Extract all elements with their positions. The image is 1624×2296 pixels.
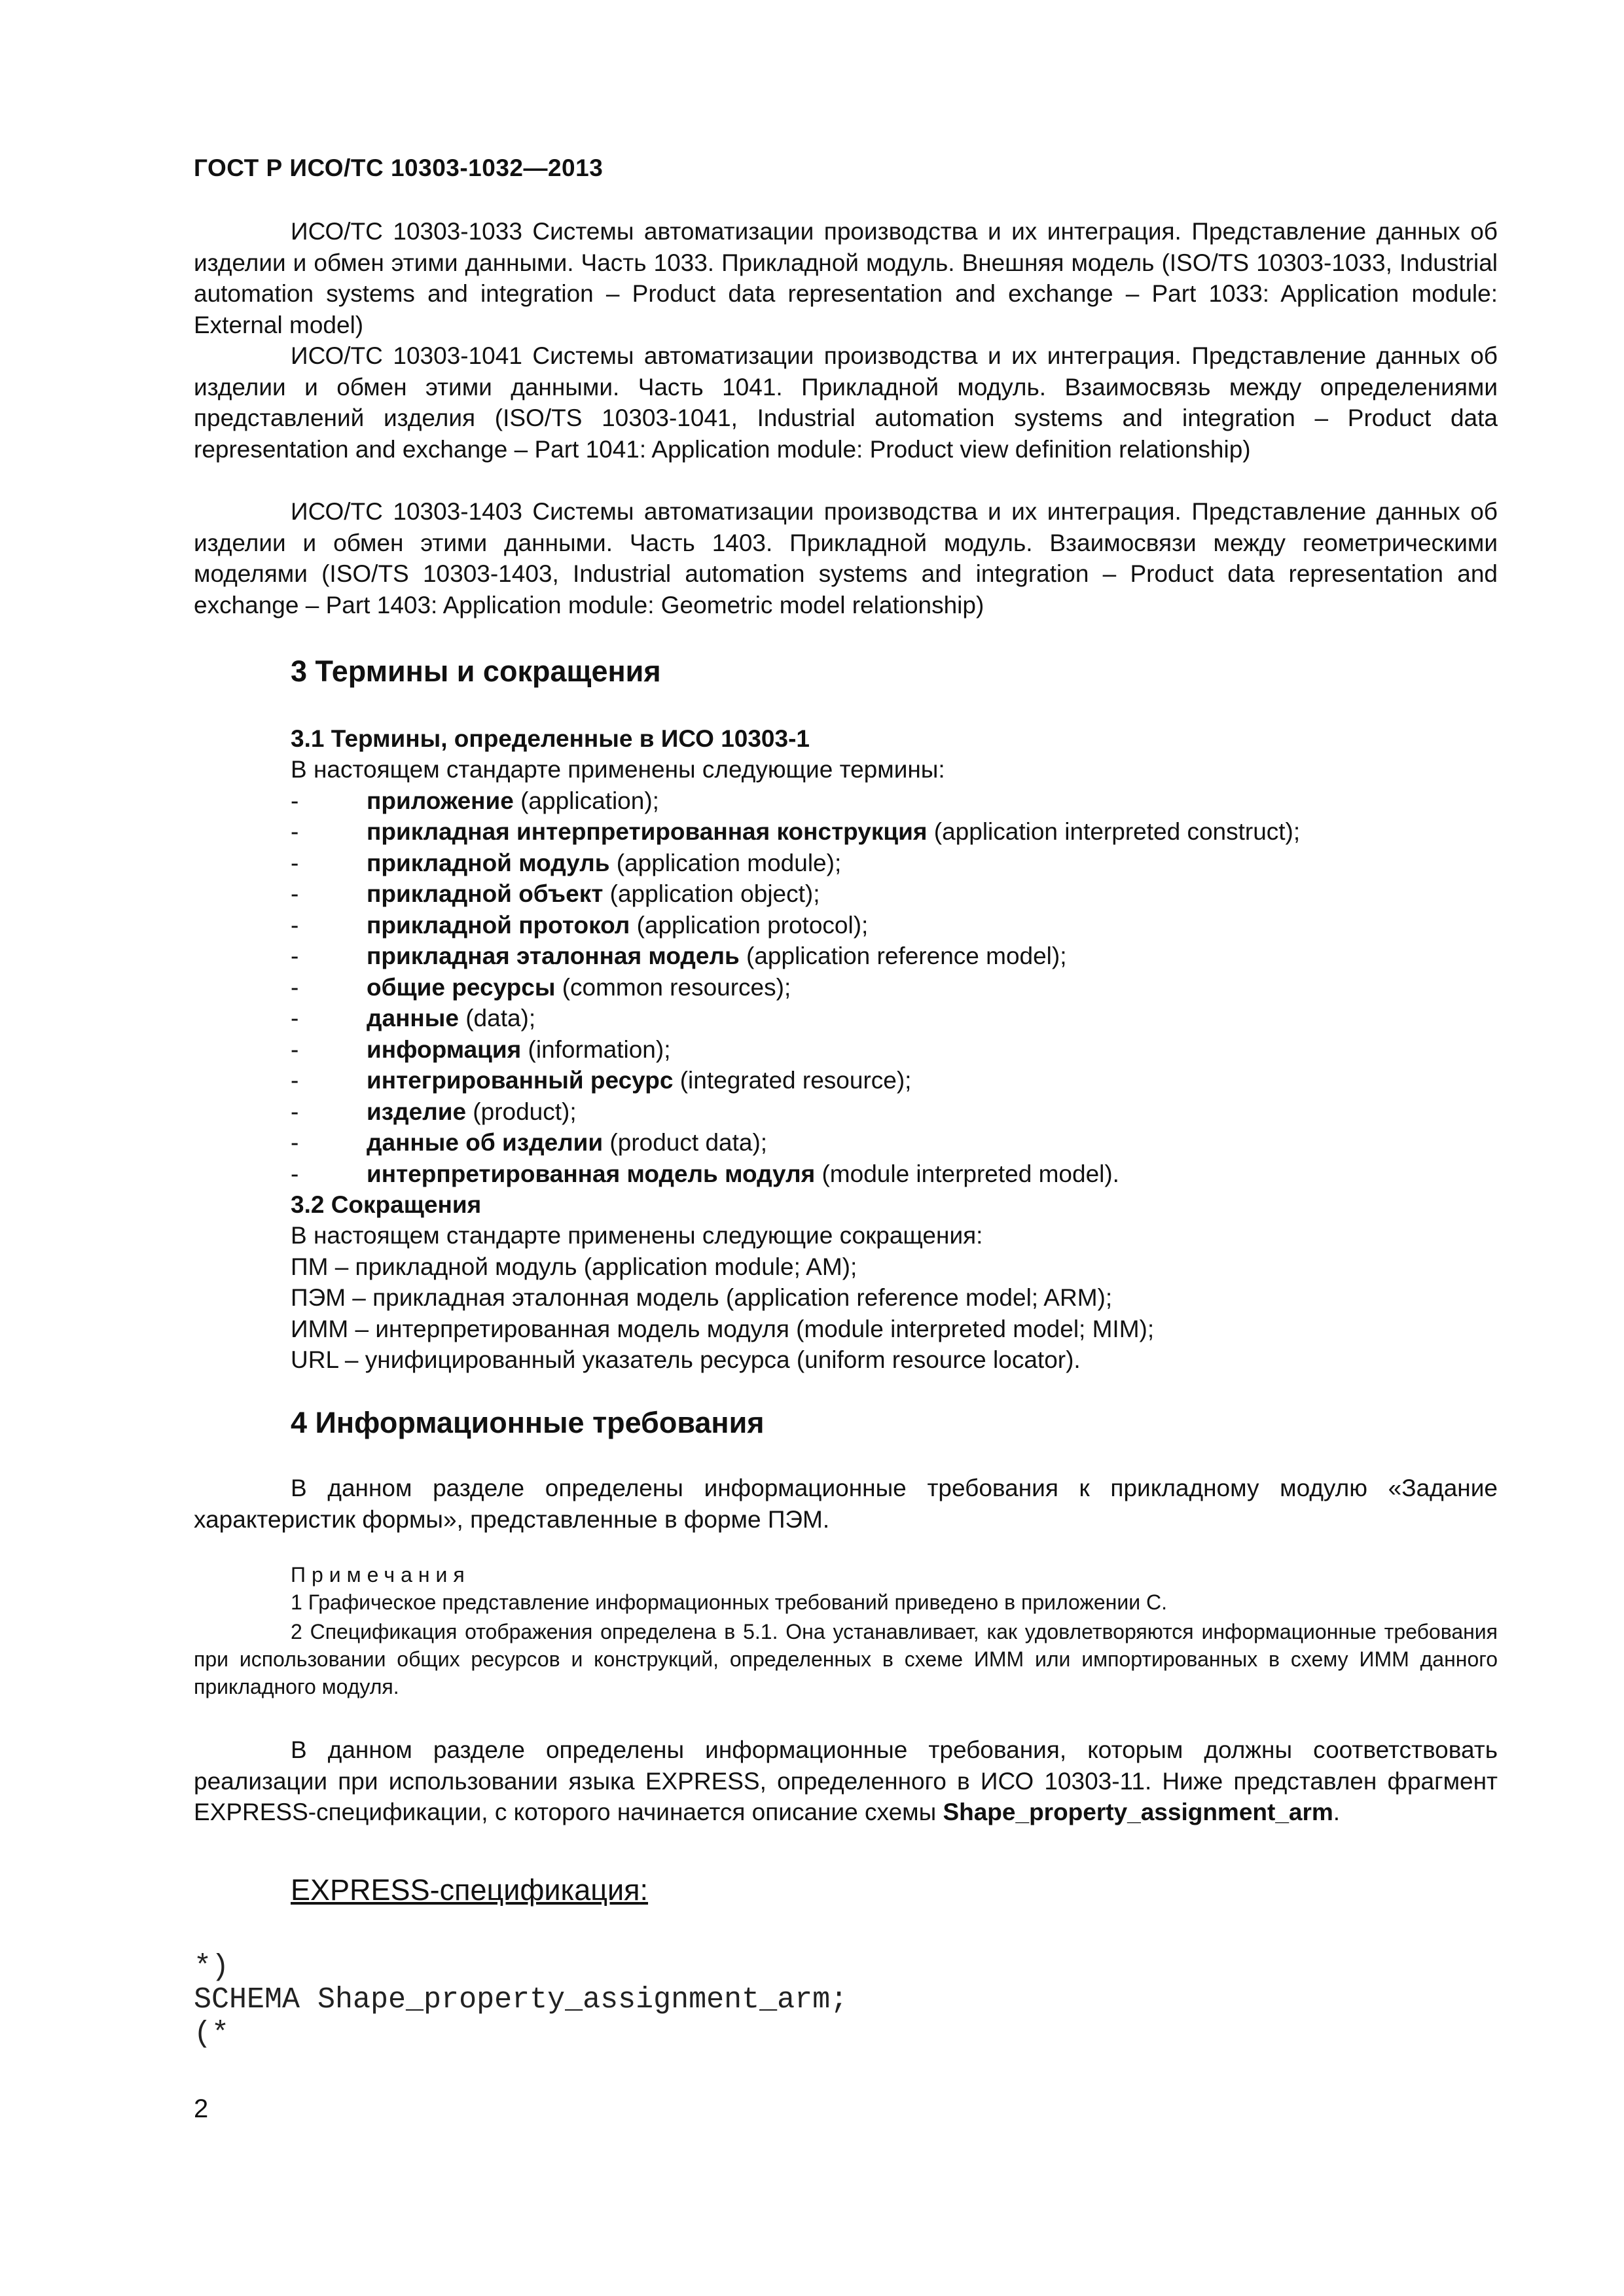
term-item: общие ресурсы (common resources); — [367, 974, 791, 1001]
term-item: данные (data); — [367, 1005, 536, 1031]
page-number: 2 — [194, 2094, 209, 2123]
section-3-title: 3 Термины и сокращения — [291, 655, 661, 688]
list-dash: - — [291, 1067, 299, 1094]
list-dash: - — [291, 912, 299, 939]
abbreviation-item: ПЭМ – прикладная эталонная модель (application reference model; ARM); — [291, 1284, 1113, 1311]
list-dash: - — [291, 1160, 299, 1187]
list-dash: - — [291, 787, 299, 814]
document-header-code: ГОСТ Р ИСО/ТС 10303-1032—2013 — [194, 154, 604, 181]
list-dash: - — [291, 818, 299, 845]
reference-1033: ИСО/ТС 10303-1033 Системы автоматизации производства и их интеграция. Представление данных об изделии и обмен этими данными. Часть 1033. Прикладной модуль. Внешняя модель (ISO/TS 10303-1033, Industrial automation systems and integration – Product data representation and exchange – Part 1033: Application module: External model) — [194, 218, 1498, 338]
code-line: (* — [194, 2017, 230, 2051]
list-dash: - — [291, 880, 299, 907]
abbreviations-intro: В настоящем стандарте применены следующие сокращения: — [291, 1222, 983, 1249]
term-item: интегрированный ресурс (integrated resource); — [367, 1067, 912, 1094]
list-dash: - — [291, 1098, 299, 1125]
reference-1403: ИСО/ТС 10303-1403 Системы автоматизации производства и их интеграция. Представление данных об изделии и обмен этими данными. Часть 1403. Прикладной модуль. Взаимосвязи между геометрическими моделями (ISO/TS 10303-1403, Industrial automation systems and integration – Product data representation and exchange – Part 1403: Application module: Geometric model relationship) — [194, 498, 1498, 619]
list-dash: - — [291, 1005, 299, 1031]
notes-title: Примечания — [291, 1563, 471, 1587]
term-item: информация (information); — [367, 1036, 671, 1063]
subsection-3-1-title: 3.1 Термины, определенные в ИСО 10303-1 — [291, 725, 810, 752]
schema-name: Shape_property_assignment_arm — [943, 1799, 1333, 1825]
term-item: данные об изделии (product data); — [367, 1129, 768, 1156]
term-item: прикладной модуль (application module); — [367, 850, 842, 876]
term-item: прикладная эталонная модель (application reference model); — [367, 942, 1067, 969]
term-item: прикладной протокол (application protocol); — [367, 912, 869, 939]
section-4-paragraph-1: В данном разделе определены информационные требования к прикладному модулю «Задание характеристик формы», представленные в форме ПЭМ. — [194, 1475, 1498, 1533]
abbreviation-item: ИММ – интерпретированная модель модуля (module interpreted model; MIM); — [291, 1316, 1155, 1342]
abbreviation-item: ПМ – прикладной модуль (application module; AM); — [291, 1253, 857, 1280]
section-4-title: 4 Информационные требования — [291, 1406, 765, 1439]
reference-1041: ИСО/ТС 10303-1041 Системы автоматизации производства и их интеграция. Представление данных об изделии и обмен этими данными. Часть 1041. Прикладной модуль. Взаимосвязь между определениями представлений изделия (ISO/TS 10303-1041, Industrial automation systems and integration – Product data representation and exchange – Part 1041: Application module: Product view definition relationship) — [194, 342, 1498, 463]
code-line: SCHEMA Shape_property_assignment_arm; — [194, 1983, 848, 2017]
term-item: прикладная интерпретированная конструкция (application interpreted construct); — [367, 818, 1301, 845]
term-item: изделие (product); — [367, 1098, 577, 1125]
section-4-paragraph-2: В данном разделе определены информационные требования, которым должны соответствовать реализации при использовании языка EXPRESS, определенного в ИСО 10303-11. Ниже представлен фрагмент EXPRESS-спецификации, с которого начинается описание схемы Shape_property_assignment_arm. — [194, 1736, 1498, 1825]
term-item: приложение (application); — [367, 787, 659, 814]
terms-intro: В настоящем стандарте применены следующие термины: — [291, 756, 945, 783]
list-dash: - — [291, 850, 299, 876]
term-item: прикладной объект (application object); — [367, 880, 820, 907]
note-1: 1 Графическое представление информационных требований приведено в приложении С. — [291, 1590, 1167, 1614]
express-spec-title: EXPRESS-спецификация: — [291, 1873, 649, 1907]
list-dash: - — [291, 1129, 299, 1156]
list-dash: - — [291, 1036, 299, 1063]
note-2: 2 Спецификация отображения определена в 5.1. Она устанавливает, как удовлетворяются информационные требования при использовании общих ресурсов и конструкций, определенных в схеме ИММ или импортированных в схему ИММ данного прикладного модуля. — [194, 1620, 1498, 1698]
abbreviation-item: URL – унифицированный указатель ресурса (uniform resource locator). — [291, 1346, 1081, 1373]
list-dash: - — [291, 942, 299, 969]
term-item: интерпретированная модель модуля (module interpreted model). — [367, 1160, 1119, 1187]
code-line: *) — [194, 1950, 230, 1984]
subsection-3-2-title: 3.2 Сокращения — [291, 1191, 482, 1218]
list-dash: - — [291, 974, 299, 1001]
